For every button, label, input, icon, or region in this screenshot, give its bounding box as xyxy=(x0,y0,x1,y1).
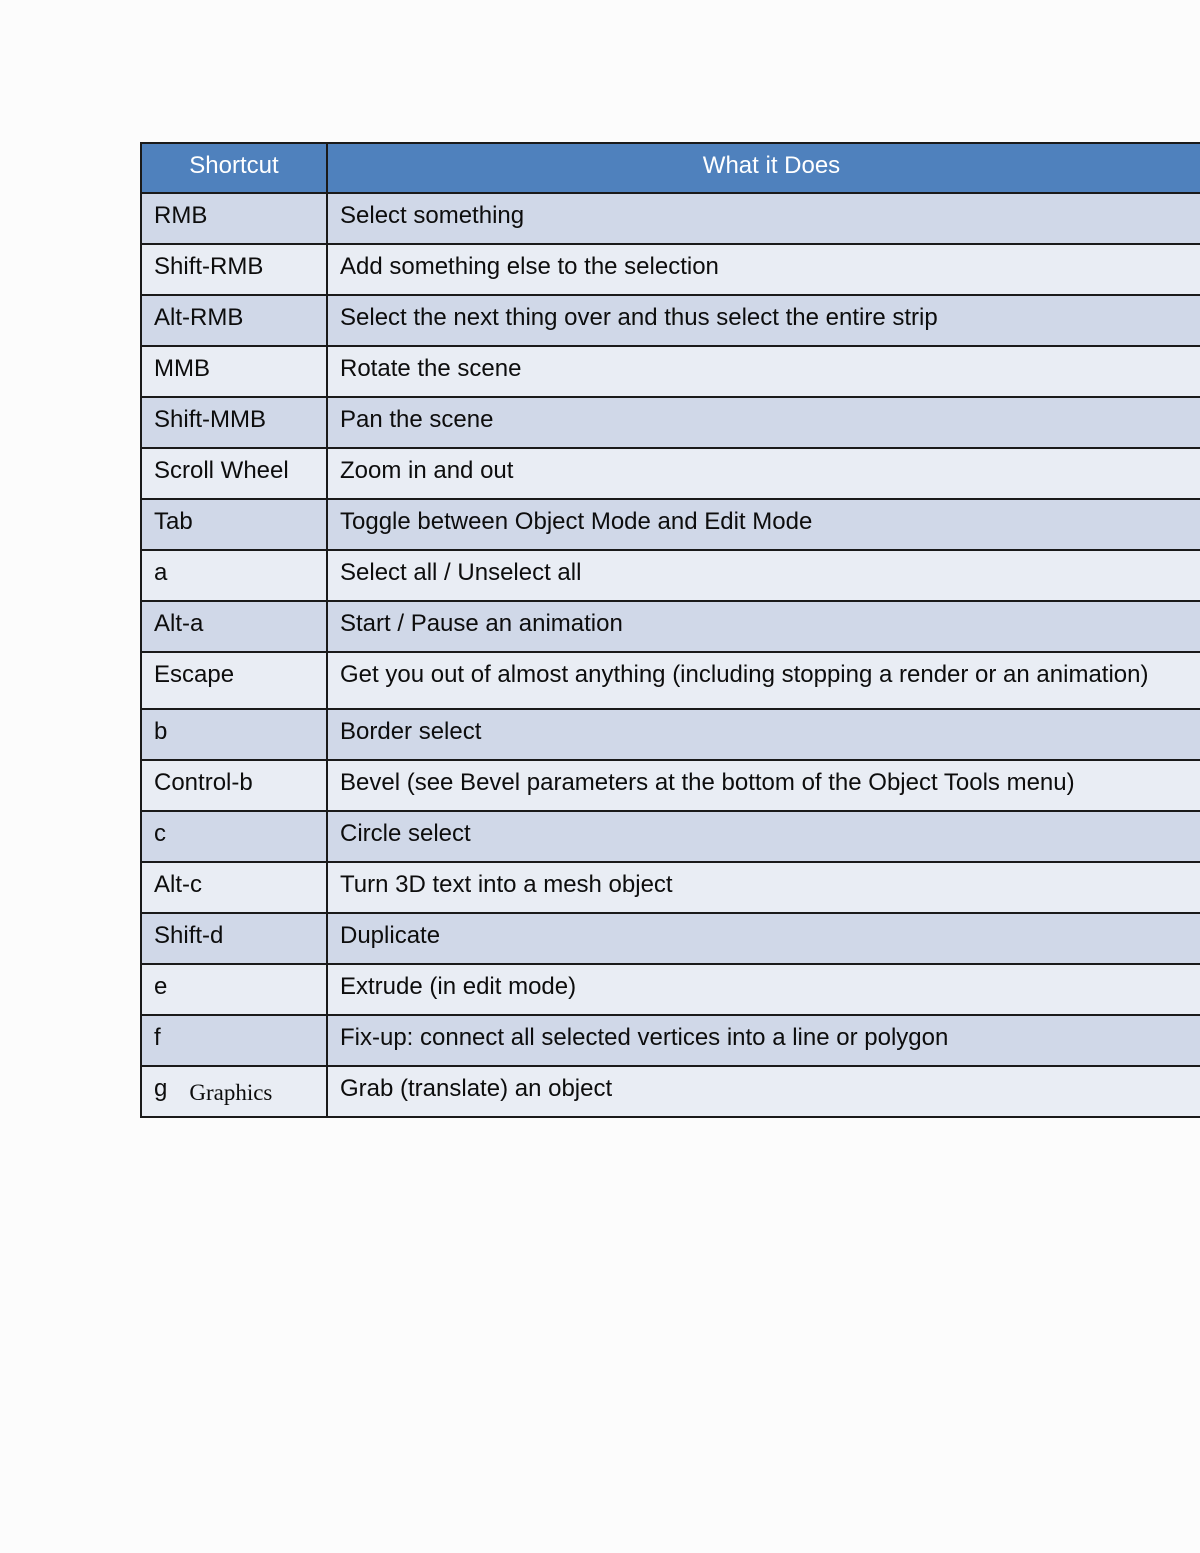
table-row xyxy=(141,1066,1200,1117)
header-shortcut: Shortcut xyxy=(141,143,327,193)
description-cell: Fix-up: connect all selected vertices into a line or polygon xyxy=(327,1015,1200,1066)
shortcut-cell: Scroll Wheel xyxy=(141,448,327,499)
table-row xyxy=(141,652,1200,709)
description-cell: Select all / Unselect all xyxy=(327,550,1200,601)
description-cell: Bevel (see Bevel parameters at the bottom of the Object Tools menu) xyxy=(327,760,1200,811)
table-row xyxy=(141,397,1200,448)
description-cell: Select something xyxy=(327,193,1200,244)
table-row xyxy=(141,295,1200,346)
shortcut-key: g xyxy=(154,1075,168,1102)
description-cell: Zoom in and out xyxy=(327,448,1200,499)
description-cell: Get you out of almost anything (including stopping a render or an animation) xyxy=(327,652,1200,709)
table-row xyxy=(141,499,1200,550)
table-row xyxy=(141,550,1200,601)
table-row xyxy=(141,964,1200,1015)
table-row xyxy=(141,709,1200,760)
table-row xyxy=(141,346,1200,397)
table-row xyxy=(141,601,1200,652)
description-cell: Grab (translate) an object xyxy=(327,1066,1200,1117)
description-cell: Toggle between Object Mode and Edit Mode xyxy=(327,499,1200,550)
shortcut-cell xyxy=(141,1066,327,1117)
shortcut-cell: Escape xyxy=(141,652,327,709)
table-row xyxy=(141,1015,1200,1066)
description-cell: Duplicate xyxy=(327,913,1200,964)
shortcut-cell: f xyxy=(141,1015,327,1066)
description-cell: Circle select xyxy=(327,811,1200,862)
description-cell: Pan the scene xyxy=(327,397,1200,448)
description-cell: Select the next thing over and thus select the entire strip xyxy=(327,295,1200,346)
shortcut-cell: Alt-RMB xyxy=(141,295,327,346)
shortcut-table xyxy=(140,142,1200,1118)
description-cell: Turn 3D text into a mesh object xyxy=(327,862,1200,913)
shortcut-cell: Tab xyxy=(141,499,327,550)
shortcut-cell: Control-b xyxy=(141,760,327,811)
description-cell: Rotate the scene xyxy=(327,346,1200,397)
description-cell: Extrude (in edit mode) xyxy=(327,964,1200,1015)
table-row xyxy=(141,244,1200,295)
shortcut-cell: Shift-RMB xyxy=(141,244,327,295)
shortcut-cell: e xyxy=(141,964,327,1015)
header-what-it-does: What it Does xyxy=(327,143,1200,193)
shortcut-cell: Shift-MMB xyxy=(141,397,327,448)
table-row xyxy=(141,913,1200,964)
description-cell: Border select xyxy=(327,709,1200,760)
shortcut-cell: Shift-d xyxy=(141,913,327,964)
shortcut-cell: Alt-c xyxy=(141,862,327,913)
table-header-row xyxy=(141,143,1200,193)
description-cell: Add something else to the selection xyxy=(327,244,1200,295)
table-row xyxy=(141,862,1200,913)
table-row xyxy=(141,811,1200,862)
shortcut-cell: b xyxy=(141,709,327,760)
shortcut-cell: a xyxy=(141,550,327,601)
shortcut-cell: RMB xyxy=(141,193,327,244)
table-row xyxy=(141,448,1200,499)
shortcut-cell: MMB xyxy=(141,346,327,397)
shortcut-cell: c xyxy=(141,811,327,862)
table-row xyxy=(141,760,1200,811)
description-cell: Start / Pause an animation xyxy=(327,601,1200,652)
shortcut-cell: Alt-a xyxy=(141,601,327,652)
shortcut-note: Graphics xyxy=(189,1080,273,1105)
table-row xyxy=(141,193,1200,244)
